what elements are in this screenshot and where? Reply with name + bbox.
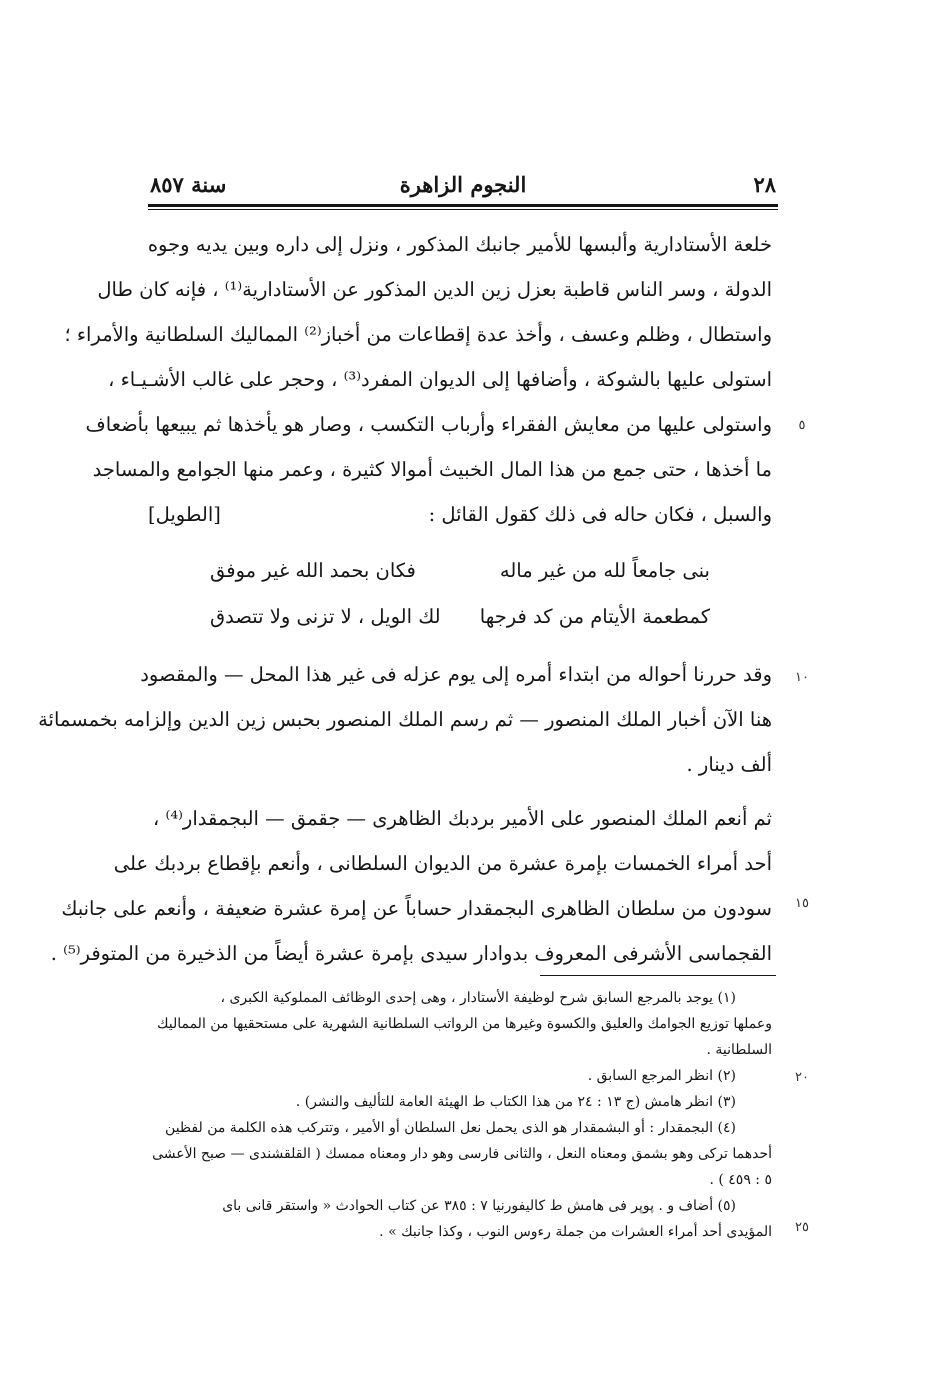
verse-line — [210, 594, 710, 640]
footnote-line: (٤) البجمقدار : أو البشمقدار هو الذى يحمل نعل السلطان أو الأمير ، وتتركب هذه الكلمة من لفظين — [165, 1120, 736, 1136]
footnote-line: وعملها توزيع الجوامك والعليق والكسوة وغيرها من الرواتب السلطانية الشهرية على مستحقيها من المماليك — [156, 1016, 772, 1032]
text-line-with-meter — [148, 492, 772, 537]
text-line: الدولة ، وسر الناس قاطبة بعزل زين الدين المذكور عن الأستادارية⁽¹⁾ ، فإنه كان طال — [97, 278, 772, 301]
text-line: ثم أنعم الملك المنصور على الأمير بردبك الظاهرى — جقمق — البجمقدار⁽⁴⁾ ، — [153, 807, 772, 830]
text-line: واستطال ، وظلم وعسف ، وأخذ عدة إقطاعات من أخباز⁽²⁾ المماليك السلطانية والأمراء ؛ — [64, 323, 772, 346]
text-line: استولى عليها بالشوكة ، وأضافها إلى الديوان المفرد⁽³⁾ ، وحجر على غالب الأشـيـاء ، — [108, 368, 772, 391]
book-title: النجوم الزاهرة — [399, 172, 527, 197]
margin-line-number: ٥ — [798, 418, 806, 433]
header-rule-thin — [148, 209, 778, 210]
footnote-separator — [540, 975, 776, 976]
text-line: أحد أمراء الخمسات بإمرة عشرة من الديوان السلطانى ، وأنعم بإقطاع بردبك على — [113, 852, 772, 875]
margin-line-number: ٢٠ — [795, 1070, 809, 1085]
margin-line-number: ١٥ — [795, 896, 809, 911]
page-number: ٢٨ — [753, 172, 776, 197]
footnote-line: ٥ : ٤٥٩ ) . — [709, 1172, 772, 1188]
verse-second-hemistich: فكان بحمد الله غير موفق — [210, 559, 416, 582]
text-line: خلعة الأستادارية وألبسها للأمير جانبك المذكور ، ونزل إلى داره وبين يديه وجوه — [147, 233, 772, 256]
text-line: وقد حررنا أحواله من ابتداء أمره إلى يوم عزله فى غير هذا المحل — والمقصود — [140, 663, 772, 686]
footnote-line: (٣) انظر هامش (ج ١٣ : ٢٤ من هذا الكتاب ط الهيئة العامة للتأليف والنشر) . — [295, 1094, 736, 1110]
running-header — [150, 168, 776, 208]
poem-verses — [210, 548, 710, 640]
verse-first-hemistich: بنى جامعاً لله من غير ماله — [499, 559, 710, 582]
verse-second-hemistich: لك الويل ، لا تزنى ولا تتصدق — [210, 605, 441, 628]
footnotes — [148, 985, 772, 1245]
text-line: ما أخذها ، حتى جمع من هذا المال الخبيث أموالا كثيرة ، وعمر منها الجوامع والمساجد — [92, 458, 772, 481]
margin-line-number: ٢٥ — [795, 1220, 809, 1235]
footnote-line: (١) يوجد بالمرجع السابق شرح لوظيفة الأستادار ، وهى إحدى الوظائف المملوكية الكبرى ، — [220, 990, 736, 1006]
verse-line — [210, 548, 710, 594]
footnote-line: أحدهما تركى وهو بشمق ومعناه النعل ، والثانى فارسى وهو دار ومعناه ممسك ( القلقشندى — صبح الأعشى — [152, 1146, 772, 1162]
year-heading: سنة ٨٥٧ — [150, 172, 227, 197]
text-line: والسبل ، فكان حاله فى ذلك كقول القائل : — [428, 503, 772, 526]
verse-first-hemistich: كمطعمة الأيتام من كد فرجها — [479, 605, 710, 628]
paragraph-3 — [50, 796, 772, 976]
margin-line-number: ١٠ — [795, 670, 809, 685]
text-line: سودون من سلطان الظاهرى البجمقدار حساباً عن إمرة عشرة ضعيفة ، وأنعم على جانبك — [61, 897, 772, 920]
header-rule-thick — [148, 204, 778, 207]
footnote-line: (٥) أضاف و . پوپر فى هامش ط كاليفورنيا ٧ : ٣٨٥ عن كتاب الحوادث « واستقر قانى باى — [222, 1198, 736, 1214]
paragraph-1 — [64, 222, 772, 537]
text-line: واستولى عليها من معايش الفقراء وأرباب التكسب ، وصار هو يأخذها ثم يبيعها بأضعاف — [85, 413, 772, 436]
paragraph-2 — [38, 652, 772, 787]
text-line: هنا الآن أخبار الملك المنصور — ثم رسم الملك المنصور بحبس زين الدين وإلزامه بخمسمائة — [38, 708, 772, 731]
text-line: القجماسى الأشرفى المعروف بدوادار سيدى بإمرة عشرة أيضاً من الذخيرة من المتوفر⁽⁵⁾ . — [50, 942, 772, 965]
footnote-line: (٢) انظر المرجع السابق . — [587, 1068, 736, 1084]
footnote-line: المؤيدى أحد أمراء العشرات من جملة رءوس النوب ، وكذا جانبك » . — [379, 1224, 772, 1240]
footnote-line: السلطانية . — [706, 1042, 772, 1058]
text-line: ألف دينار . — [686, 753, 772, 776]
poetic-meter-label: [الطويل] — [148, 503, 221, 526]
